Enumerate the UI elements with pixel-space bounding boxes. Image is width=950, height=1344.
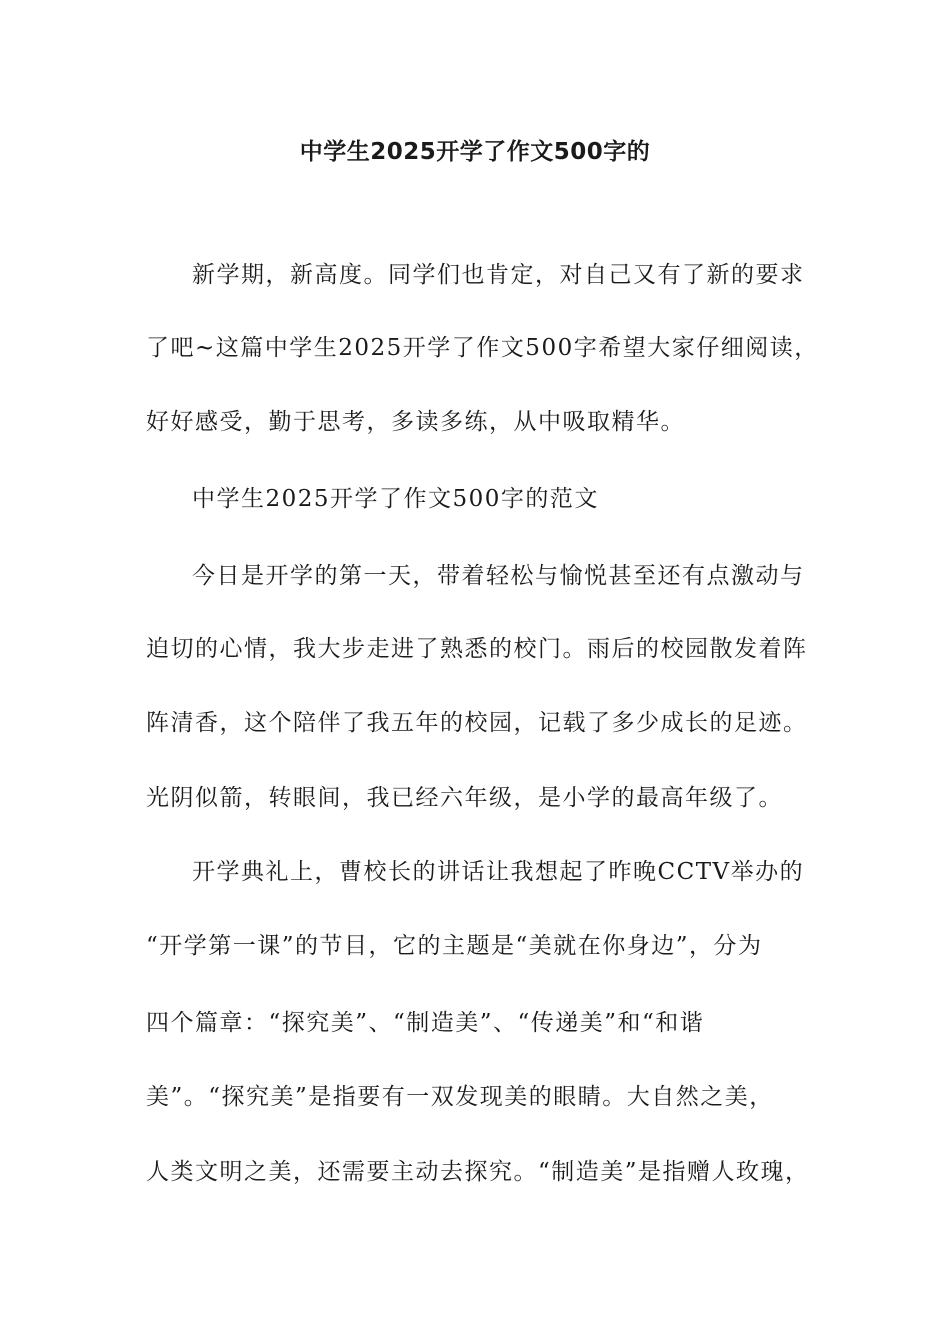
- document-title: 中学生2025开学了作文500字的: [299, 139, 651, 165]
- paragraph-line: 新学期，新高度。同学们也肯定，对自己又有了新的要求: [192, 262, 805, 288]
- paragraph-line: 今日是开学的第一天，带着轻松与愉悦甚至还有点激动与: [192, 563, 805, 589]
- paragraph-line: 四个篇章：“探究美”、“制造美”、“传递美”和“和谐: [146, 1010, 705, 1036]
- paragraph-line: 了吧~这篇中学生2025开学了作文500字希望大家仔细阅读，: [146, 335, 819, 361]
- paragraph-line: 美”。“探究美”是指要有一双发现美的眼睛。大自然之美，: [146, 1084, 774, 1110]
- paragraph-line: 中学生2025开学了作文500字的范文: [192, 486, 599, 512]
- paragraph-line: “开学第一课”的节目，它的主题是“美就在你身边”，分为: [146, 933, 763, 959]
- paragraph-line: 人类文明之美，还需要主动去探究。“制造美”是指赠人玫瑰，: [146, 1159, 810, 1185]
- paragraph-line: 光阴似箭，转眼间，我已经六年级，是小学的最高年级了。: [146, 785, 783, 811]
- paragraph-line: 开学典礼上，曹校长的讲话让我想起了昨晚CCTV举办的: [192, 859, 805, 885]
- paragraph-line: 迫切的心情，我大步走进了熟悉的校门。雨后的校园散发着阵: [146, 636, 808, 662]
- paragraph-line: 好好感受，勤于思考，多读多练，从中吸取精华。: [146, 409, 685, 435]
- paragraph-line: 阵清香，这个陪伴了我五年的校园，记载了多少成长的足迹。: [146, 710, 808, 736]
